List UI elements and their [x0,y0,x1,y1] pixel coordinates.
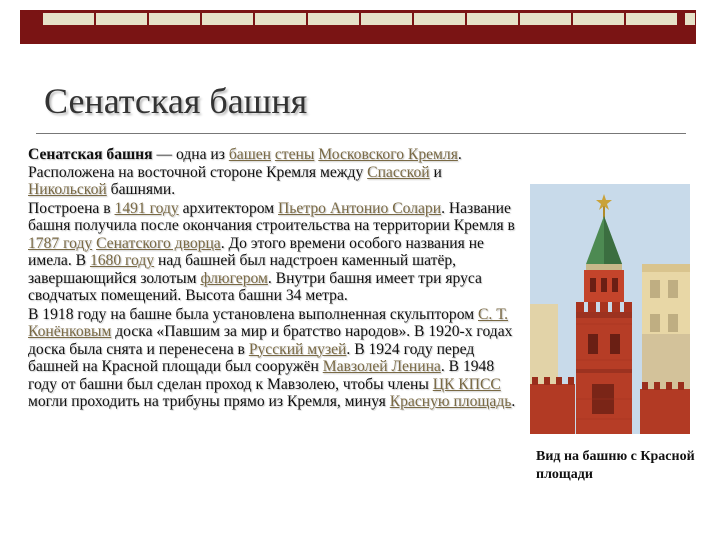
article-text: . Внутри башня имеет три яруса сводчатых помещений. Высота башни 34 метра. [28,269,482,304]
top-bar-cell [254,12,307,26]
top-bar-cell [42,12,95,26]
article-text: над башней был надстроен каменный шатёр, завершающийся золотым [28,252,457,287]
top-bar-cell [413,12,466,26]
slide-title: Сенатская башня [44,81,308,121]
top-bar-cell [625,12,678,26]
article-text: — одна из [152,146,229,163]
article-link[interactable]: башен [228,146,271,163]
tower-photo [530,184,690,434]
article-text: . [511,393,516,410]
article-paragraph [28,146,523,199]
article-paragraph [28,200,523,305]
top-bar-cell [307,12,360,26]
title-divider [36,133,686,134]
article-text: башнями. [106,181,176,198]
top-bar-pattern [42,12,678,26]
article-text: и [429,163,442,181]
photo-caption: Вид на башню с Красной площади [536,449,695,482]
article-link[interactable]: 1680 году [89,252,155,269]
article-text: . Название башня получила после окончания строительства на территории Кремля в [28,199,515,234]
article-link[interactable]: Сенатского дворца [96,234,221,252]
article-link[interactable]: Спасской [367,163,430,181]
article-text: В 1918 году на башне была установлена выполненная скульптором [28,305,478,323]
article-link[interactable]: Мавзолей Ленина [322,358,441,375]
article-link[interactable]: С. Т. Конёнковым [28,305,509,340]
top-bar-square [684,12,696,26]
article-paragraph [28,306,523,411]
top-bar-cell [360,12,413,26]
top-bar-cell [466,12,519,26]
article-link[interactable]: ЦК КПСС [432,375,501,393]
article-link[interactable]: 1491 году [114,199,179,217]
article-link[interactable]: Красную площадь [389,393,512,410]
article-text: могли проходить на трибуны прямо из Кремля, минуя [28,393,390,410]
top-bar-cell [519,12,572,26]
article-term: Сенатская башня [28,146,153,163]
article-text: . Расположена на восточной стороне Кремля между [28,146,462,181]
article-link[interactable]: Московского Кремля [318,146,458,163]
article-link[interactable]: флюгером [200,269,268,287]
top-bar-cell [95,12,148,26]
top-bar-cell [148,12,201,26]
article-link[interactable]: Русский музей [248,340,347,358]
article-link[interactable]: Никольской [28,181,107,198]
article-link[interactable]: стены [274,146,315,163]
article-text: . До этого времени особого названия не имела. В [28,234,484,269]
article-text: доска «Павшим за мир и братство народов». В 1920-х годах доска была снята и перенесена в [28,323,513,358]
article-text: Построена в [28,199,115,217]
article-text: . В 1948 году от башни был сделан проход к Мавзолею, чтобы члены [28,358,495,393]
top-bar-cell [572,12,625,26]
top-bar-cell [201,12,254,26]
article-text: . В 1924 году перед башней на Красной площади был сооружён [28,340,475,375]
article-body [28,146,523,411]
article-link[interactable]: Пьетро Антонио Солари [278,199,442,217]
article-link[interactable]: 1787 году [28,234,93,252]
article-text: архитектором [178,199,279,217]
